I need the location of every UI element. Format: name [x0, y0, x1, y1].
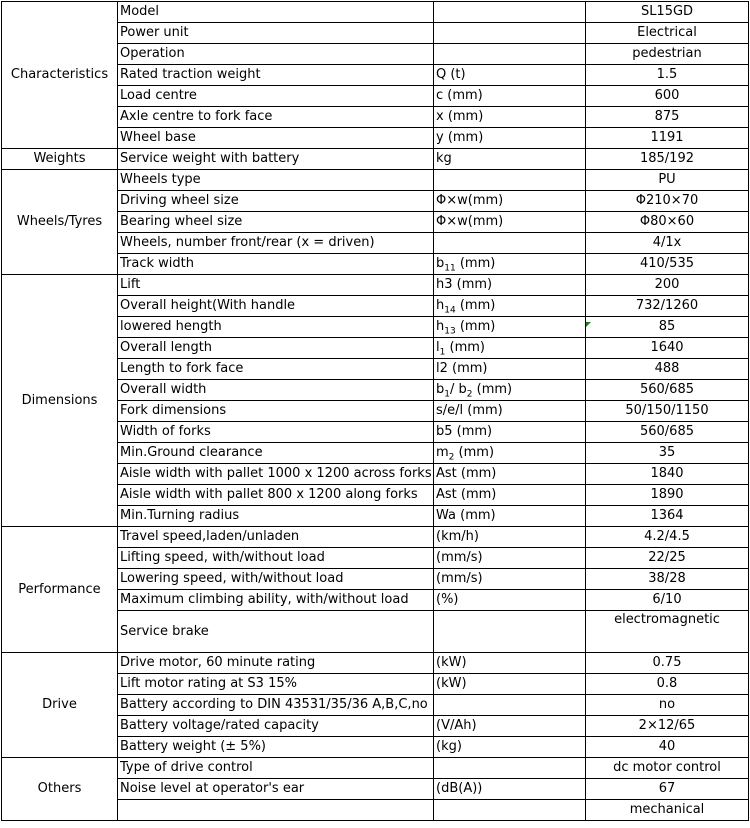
- value-cell: 1.5: [586, 65, 749, 86]
- param-cell: Aisle width with pallet 800 x 1200 along forks: [118, 485, 434, 506]
- unit-cell: [434, 170, 586, 191]
- unit-cell: [434, 44, 586, 65]
- unit-cell: kg: [434, 149, 586, 170]
- unit-cell: l2 (mm): [434, 359, 586, 380]
- value-cell: pedestrian: [586, 44, 749, 65]
- param-cell: Wheels type: [118, 170, 434, 191]
- param-cell: Model: [118, 2, 434, 23]
- unit-cell: Wa (mm): [434, 506, 586, 527]
- value-cell: 67: [586, 779, 749, 800]
- unit-cell: c (mm): [434, 86, 586, 107]
- param-cell: Aisle width with pallet 1000 x 1200 across forks: [118, 464, 434, 485]
- unit-cell: $b_{11}$ (mm): [434, 254, 586, 275]
- param-cell: Width of forks: [118, 422, 434, 443]
- unit-cell: (km/h): [434, 527, 586, 548]
- unit-cell: (kW): [434, 653, 586, 674]
- param-cell: Operation: [118, 44, 434, 65]
- param-cell: Wheel base: [118, 128, 434, 149]
- value-cell: 38/28: [586, 569, 749, 590]
- unit-cell: h3 (mm): [434, 275, 586, 296]
- unit-cell: [434, 800, 586, 821]
- param-cell: Fork dimensions: [118, 401, 434, 422]
- value-cell: 560/685: [586, 380, 749, 401]
- value-cell: dc motor control: [586, 758, 749, 779]
- param-cell: Length to fork face: [118, 359, 434, 380]
- value-cell: 1640: [586, 338, 749, 359]
- value-cell: 85: [586, 317, 749, 338]
- param-cell: lowered hength: [118, 317, 434, 338]
- value-cell: 1364: [586, 506, 749, 527]
- param-cell: Track width: [118, 254, 434, 275]
- unit-cell: Ast (mm): [434, 485, 586, 506]
- param-cell: Driving wheel size: [118, 191, 434, 212]
- section-label-weights: Weights: [2, 149, 118, 170]
- param-cell: Maximum climbing ability, with/without load: [118, 590, 434, 611]
- value-cell: 4/1x: [586, 233, 749, 254]
- unit-cell: (mm/s): [434, 569, 586, 590]
- param-cell: Travel speed,laden/unladen: [118, 527, 434, 548]
- unit-cell: Q (t): [434, 65, 586, 86]
- unit-cell: [434, 758, 586, 779]
- unit-cell: (dB(A)): [434, 779, 586, 800]
- param-cell: [118, 800, 434, 821]
- unit-cell: [434, 23, 586, 44]
- value-cell: Φ80×60: [586, 212, 749, 233]
- unit-cell: Φ×w(mm): [434, 212, 586, 233]
- value-cell: 35: [586, 443, 749, 464]
- unit-cell: $h_{14}$ (mm): [434, 296, 586, 317]
- value-cell: 185/192: [586, 149, 749, 170]
- unit-cell: $m_2$ (mm): [434, 443, 586, 464]
- param-cell: Bearing wheel size: [118, 212, 434, 233]
- table-row: [2, 2, 749, 23]
- unit-cell: x (mm): [434, 107, 586, 128]
- param-cell: Lowering speed, with/without load: [118, 569, 434, 590]
- value-cell: 875: [586, 107, 749, 128]
- param-cell: Power unit: [118, 23, 434, 44]
- specification-table: [1, 1, 749, 821]
- unit-cell: Ast (mm): [434, 464, 586, 485]
- param-cell: Drive motor, 60 minute rating: [118, 653, 434, 674]
- param-cell: Lifting speed, with/without load: [118, 548, 434, 569]
- param-cell: Service weight with battery: [118, 149, 434, 170]
- section-label-characteristics: Characteristics: [2, 2, 118, 149]
- section-label-dimensions: Dimensions: [2, 275, 118, 527]
- value-cell: 488: [586, 359, 749, 380]
- value-cell: Φ210×70: [586, 191, 749, 212]
- param-cell: Battery according to DIN 43531/35/36 A,B,C,no: [118, 695, 434, 716]
- value-cell: 600: [586, 86, 749, 107]
- value-cell: 4.2/4.5: [586, 527, 749, 548]
- section-label-others: Others: [2, 758, 118, 821]
- param-cell: Type of drive control: [118, 758, 434, 779]
- value-cell: 6/10: [586, 590, 749, 611]
- param-cell: Axle centre to fork face: [118, 107, 434, 128]
- table-row: [2, 170, 749, 191]
- unit-cell: $l_1$ (mm): [434, 338, 586, 359]
- section-label-performance: Performance: [2, 527, 118, 653]
- value-cell: 0.75: [586, 653, 749, 674]
- unit-cell: (%): [434, 590, 586, 611]
- unit-cell: y (mm): [434, 128, 586, 149]
- unit-cell: Φ×w(mm): [434, 191, 586, 212]
- param-cell: Overall height(With handle: [118, 296, 434, 317]
- unit-cell: s/e/l (mm): [434, 401, 586, 422]
- value-cell: 560/685: [586, 422, 749, 443]
- unit-cell: (kg): [434, 737, 586, 758]
- value-cell: 410/535: [586, 254, 749, 275]
- param-cell: Overall length: [118, 338, 434, 359]
- param-cell: Min.Turning radius: [118, 506, 434, 527]
- value-cell: 1840: [586, 464, 749, 485]
- unit-cell: [434, 233, 586, 254]
- param-cell: Overall width: [118, 380, 434, 401]
- value-cell: 40: [586, 737, 749, 758]
- unit-cell: (V/Ah): [434, 716, 586, 737]
- section-label-drive: Drive: [2, 653, 118, 758]
- value-cell: electromagnetic: [586, 611, 749, 653]
- unit-cell: $h_{13}$ (mm): [434, 317, 586, 338]
- unit-cell: (kW): [434, 674, 586, 695]
- value-cell: 2×12/65: [586, 716, 749, 737]
- value-cell: 1890: [586, 485, 749, 506]
- param-cell: Lift motor rating at S3 15%: [118, 674, 434, 695]
- table-row: [2, 653, 749, 674]
- unit-cell: $b_1/$ $b_2$ (mm): [434, 380, 586, 401]
- value-cell: 1191: [586, 128, 749, 149]
- value-cell: 732/1260: [586, 296, 749, 317]
- value-cell: no: [586, 695, 749, 716]
- param-cell: Lift: [118, 275, 434, 296]
- param-cell: Min.Ground clearance: [118, 443, 434, 464]
- value-cell: 22/25: [586, 548, 749, 569]
- value-cell: Electrical: [586, 23, 749, 44]
- unit-cell: [434, 695, 586, 716]
- section-label-wheels-tyres: Wheels/Tyres: [2, 170, 118, 275]
- param-cell: Battery voltage/rated capacity: [118, 716, 434, 737]
- table-row: [2, 758, 749, 779]
- value-cell: 50/150/1150: [586, 401, 749, 422]
- value-cell: 0.8: [586, 674, 749, 695]
- param-cell: Battery weight (± 5%): [118, 737, 434, 758]
- table-row: [2, 149, 749, 170]
- param-cell: Service brake: [118, 611, 434, 653]
- value-cell: SL15GD: [586, 2, 749, 23]
- value-cell: mechanical: [586, 800, 749, 821]
- unit-cell: [434, 2, 586, 23]
- cell-comment-marker: [586, 322, 591, 327]
- param-cell: Load centre: [118, 86, 434, 107]
- unit-cell: [434, 611, 586, 653]
- param-cell: Rated traction weight: [118, 65, 434, 86]
- value-cell: 200: [586, 275, 749, 296]
- param-cell: Wheels, number front/rear (x = driven): [118, 233, 434, 254]
- table-row: [2, 275, 749, 296]
- unit-cell: (mm/s): [434, 548, 586, 569]
- value-cell: PU: [586, 170, 749, 191]
- table-row: [2, 527, 749, 548]
- unit-cell: b5 (mm): [434, 422, 586, 443]
- param-cell: Noise level at operator's ear: [118, 779, 434, 800]
